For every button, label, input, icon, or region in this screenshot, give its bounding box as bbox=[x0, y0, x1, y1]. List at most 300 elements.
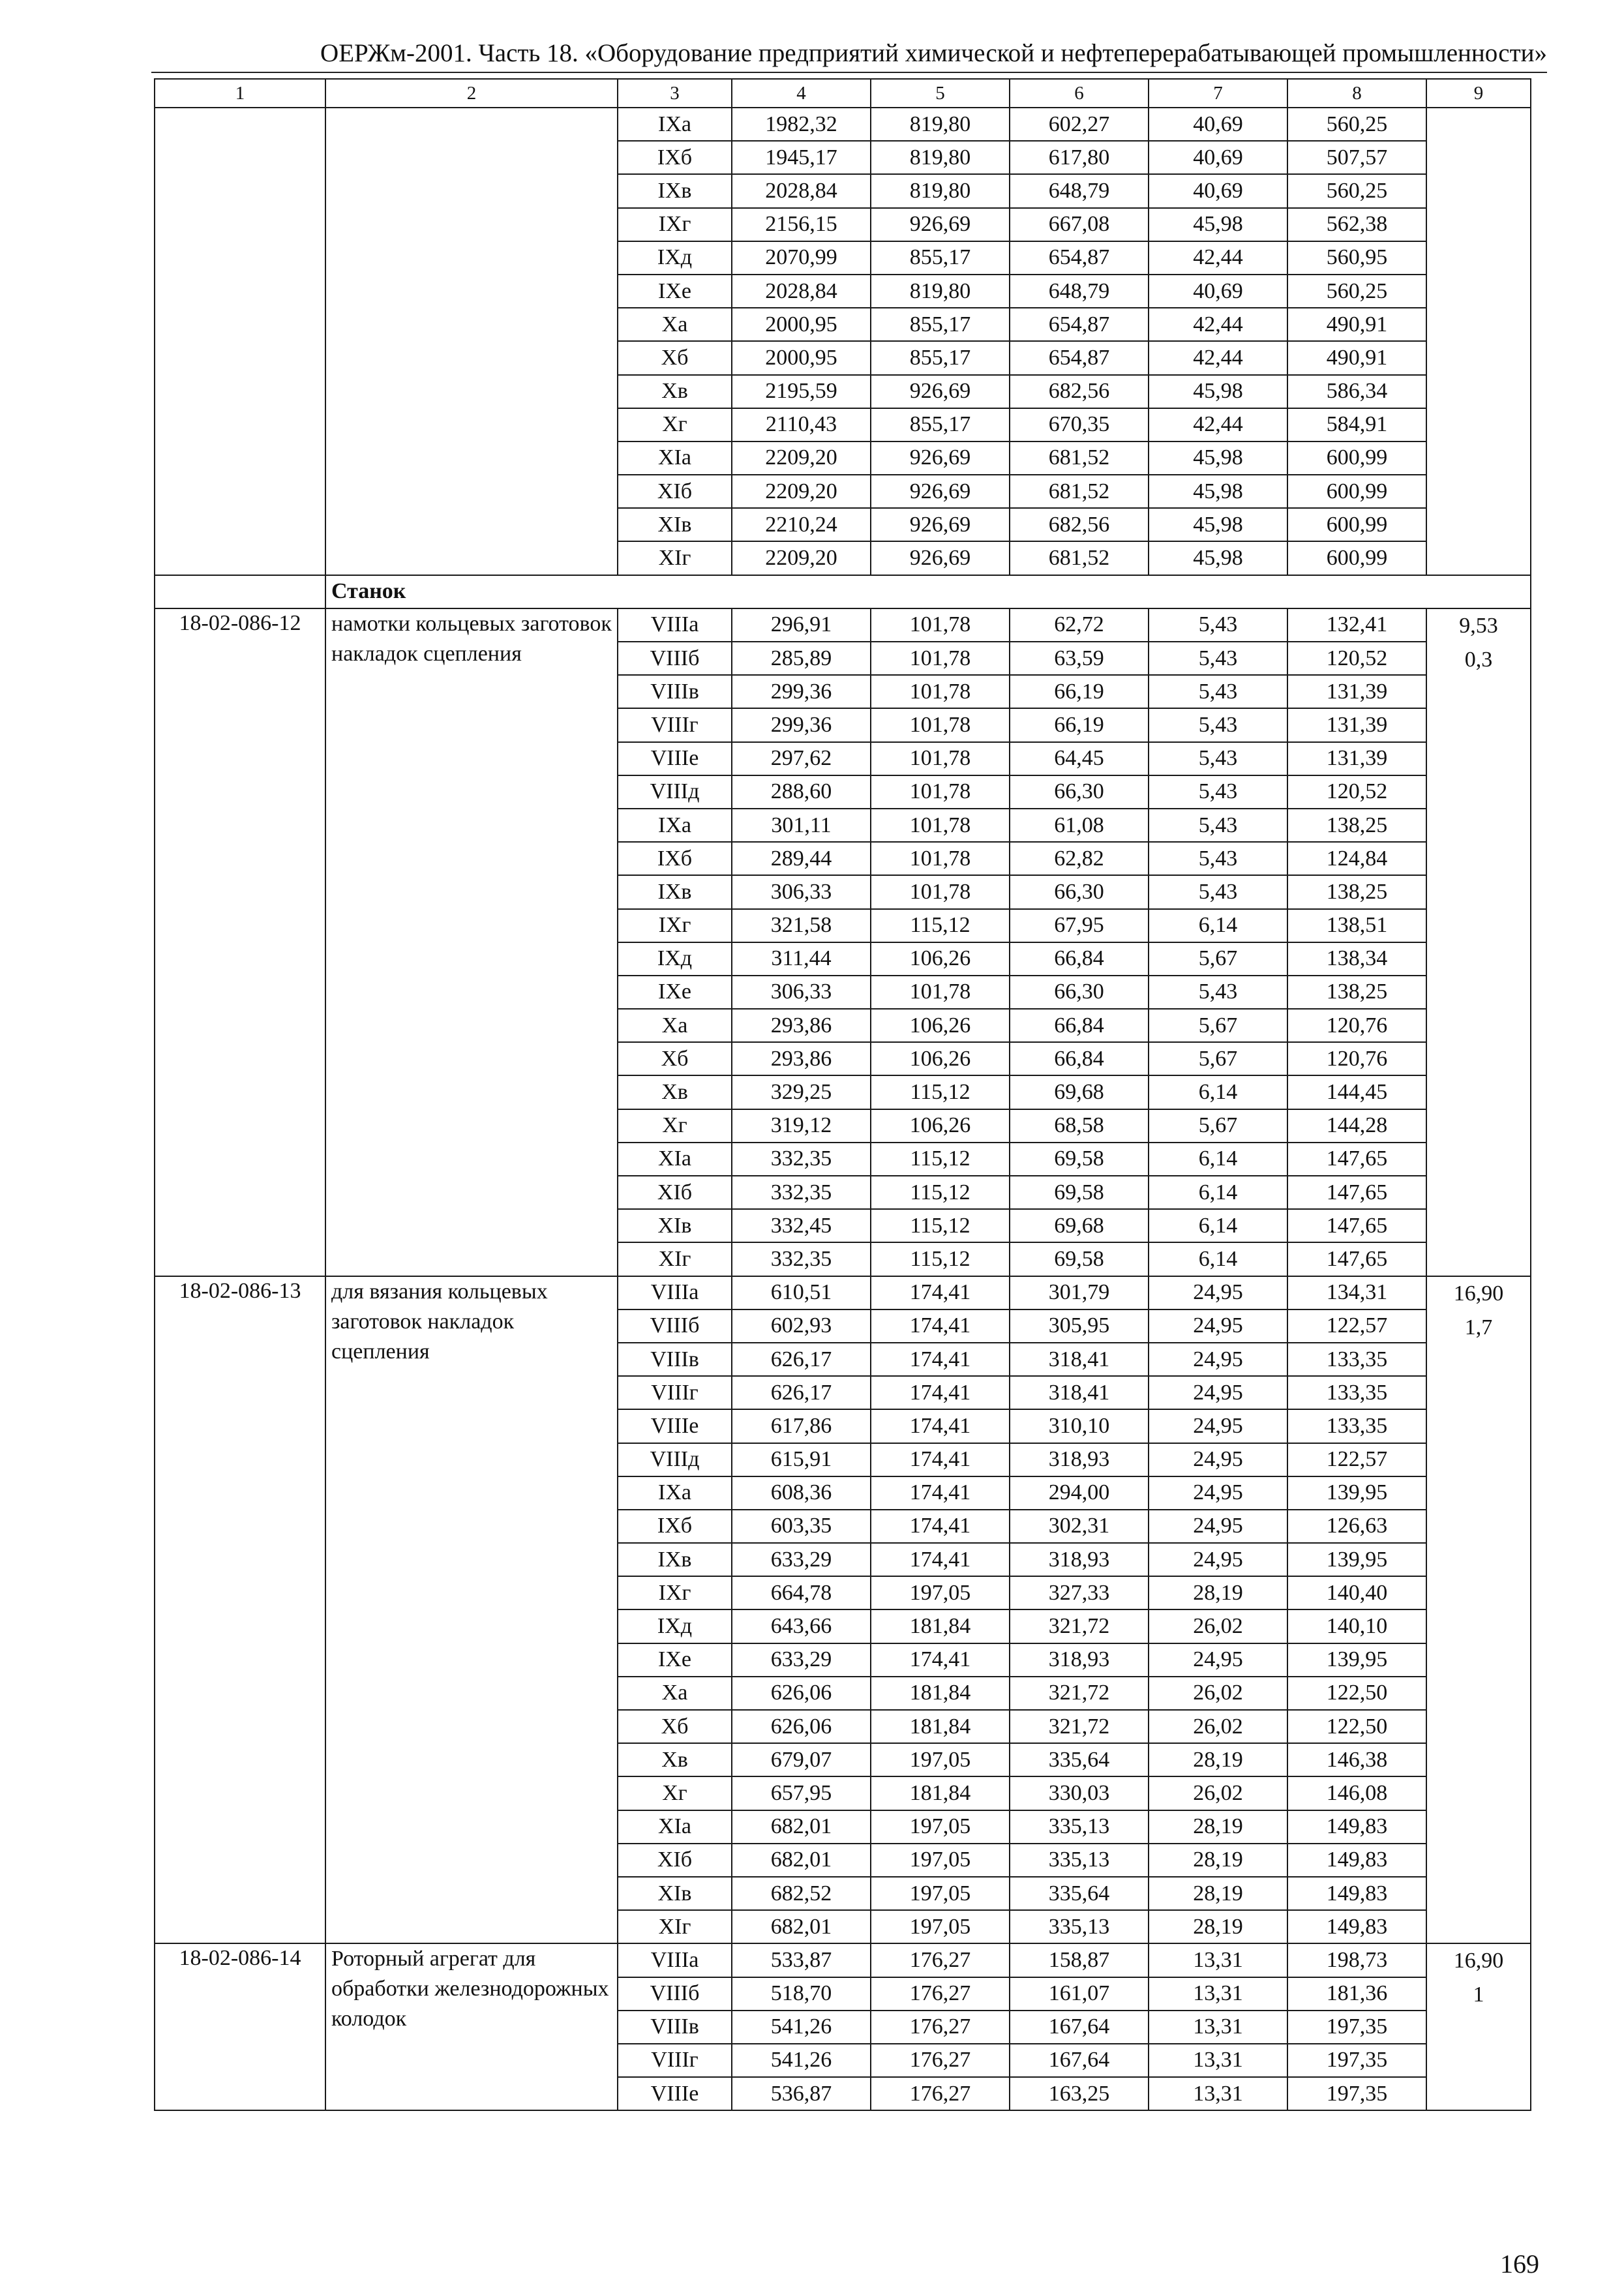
class-cell: Xг bbox=[618, 1109, 732, 1143]
class-cell: VIIIа bbox=[618, 608, 732, 642]
value-col8: 147,65 bbox=[1287, 1143, 1426, 1176]
item-code: 18-02-086-14 bbox=[155, 1943, 325, 2110]
value-col4: 664,78 bbox=[732, 1576, 871, 1609]
value-col4: 321,58 bbox=[732, 909, 871, 942]
value-col5: 174,41 bbox=[871, 1276, 1010, 1309]
value-col5: 197,05 bbox=[871, 1743, 1010, 1776]
value-col6: 66,19 bbox=[1010, 675, 1149, 708]
class-cell: Xа bbox=[618, 1677, 732, 1710]
item-extra bbox=[1426, 1276, 1531, 1944]
class-cell: XIг bbox=[618, 1910, 732, 1943]
value-col7: 45,98 bbox=[1149, 541, 1287, 575]
value-col7: 6,14 bbox=[1149, 1209, 1287, 1242]
value-col7: 5,67 bbox=[1149, 1009, 1287, 1042]
class-cell: VIIIд bbox=[618, 775, 732, 809]
value-col5: 176,27 bbox=[871, 1977, 1010, 2011]
value-col4: 617,86 bbox=[732, 1409, 871, 1443]
column-number: 8 bbox=[1287, 79, 1426, 108]
value-col7: 24,95 bbox=[1149, 1510, 1287, 1543]
item-code: 18-02-086-13 bbox=[155, 1276, 325, 1944]
value-col5: 176,27 bbox=[871, 1943, 1010, 1977]
value-col7: 24,95 bbox=[1149, 1543, 1287, 1576]
value-col6: 69,58 bbox=[1010, 1176, 1149, 1209]
value-col8: 197,35 bbox=[1287, 2077, 1426, 2110]
value-col7: 45,98 bbox=[1149, 508, 1287, 541]
value-col7: 45,98 bbox=[1149, 208, 1287, 241]
value-col4: 2000,95 bbox=[732, 341, 871, 374]
value-col6: 69,68 bbox=[1010, 1075, 1149, 1109]
value-col4: 285,89 bbox=[732, 642, 871, 675]
class-cell: IXг bbox=[618, 909, 732, 942]
value-col5: 181,84 bbox=[871, 1609, 1010, 1643]
value-col6: 66,30 bbox=[1010, 775, 1149, 809]
value-col8: 146,38 bbox=[1287, 1743, 1426, 1776]
value-col7: 28,19 bbox=[1149, 1810, 1287, 1844]
value-col7: 24,95 bbox=[1149, 1309, 1287, 1343]
value-col8: 181,36 bbox=[1287, 1977, 1426, 2011]
column-number: 1 bbox=[155, 79, 325, 108]
class-cell: VIIIг bbox=[618, 1376, 732, 1409]
value-col6: 158,87 bbox=[1010, 1943, 1149, 1977]
value-col4: 682,01 bbox=[732, 1810, 871, 1844]
value-col6: 61,08 bbox=[1010, 809, 1149, 842]
column-number: 7 bbox=[1149, 79, 1287, 108]
value-col5: 101,78 bbox=[871, 642, 1010, 675]
extra-value: 16,90 bbox=[1453, 1949, 1504, 1973]
value-col7: 13,31 bbox=[1149, 1977, 1287, 2011]
value-col6: 66,19 bbox=[1010, 708, 1149, 741]
value-col4: 633,29 bbox=[732, 1543, 871, 1576]
value-col5: 101,78 bbox=[871, 809, 1010, 842]
class-cell: IXв bbox=[618, 1543, 732, 1576]
value-col7: 5,67 bbox=[1149, 1042, 1287, 1075]
section-title: Станок bbox=[325, 575, 1531, 608]
value-col8: 149,83 bbox=[1287, 1877, 1426, 1910]
value-col8: 138,25 bbox=[1287, 976, 1426, 1009]
class-cell: VIIIг bbox=[618, 708, 732, 741]
value-col4: 332,35 bbox=[732, 1176, 871, 1209]
value-col4: 2209,20 bbox=[732, 541, 871, 575]
value-col8: 122,57 bbox=[1287, 1443, 1426, 1476]
value-col4: 682,01 bbox=[732, 1844, 871, 1877]
value-col7: 42,44 bbox=[1149, 408, 1287, 441]
value-col5: 926,69 bbox=[871, 375, 1010, 408]
value-col6: 67,95 bbox=[1010, 909, 1149, 942]
value-col5: 115,12 bbox=[871, 1176, 1010, 1209]
value-col6: 69,58 bbox=[1010, 1242, 1149, 1276]
value-col5: 174,41 bbox=[871, 1643, 1010, 1677]
value-col7: 28,19 bbox=[1149, 1910, 1287, 1943]
item-name: намотки кольцевых заготовок накладок сцепления bbox=[325, 608, 618, 1276]
value-col7: 40,69 bbox=[1149, 275, 1287, 308]
class-cell: Xб bbox=[618, 341, 732, 374]
value-col6: 667,08 bbox=[1010, 208, 1149, 241]
value-col8: 146,08 bbox=[1287, 1776, 1426, 1810]
class-cell: Xб bbox=[618, 1042, 732, 1075]
value-col7: 13,31 bbox=[1149, 2077, 1287, 2110]
value-col4: 2209,20 bbox=[732, 475, 871, 508]
extra-value: 0,3 bbox=[1464, 647, 1493, 672]
value-col8: 562,38 bbox=[1287, 208, 1426, 241]
value-col5: 115,12 bbox=[871, 1209, 1010, 1242]
value-col8: 122,57 bbox=[1287, 1309, 1426, 1343]
value-col5: 174,41 bbox=[871, 1409, 1010, 1443]
value-col4: 2156,15 bbox=[732, 208, 871, 241]
value-col8: 147,65 bbox=[1287, 1242, 1426, 1276]
value-col4: 297,62 bbox=[732, 742, 871, 775]
value-col4: 2028,84 bbox=[732, 275, 871, 308]
section-row bbox=[155, 575, 1531, 608]
value-col8: 131,39 bbox=[1287, 742, 1426, 775]
value-col7: 5,43 bbox=[1149, 675, 1287, 708]
value-col8: 197,35 bbox=[1287, 2044, 1426, 2077]
value-col6: 167,64 bbox=[1010, 2044, 1149, 2077]
value-col6: 310,10 bbox=[1010, 1409, 1149, 1443]
value-col8: 140,10 bbox=[1287, 1609, 1426, 1643]
class-cell: Xг bbox=[618, 408, 732, 441]
value-col8: 139,95 bbox=[1287, 1476, 1426, 1510]
value-col7: 24,95 bbox=[1149, 1643, 1287, 1677]
value-col5: 174,41 bbox=[871, 1343, 1010, 1376]
value-col5: 197,05 bbox=[871, 1910, 1010, 1943]
value-col4: 296,91 bbox=[732, 608, 871, 642]
value-col6: 305,95 bbox=[1010, 1309, 1149, 1343]
value-col4: 615,91 bbox=[732, 1443, 871, 1476]
value-col8: 132,41 bbox=[1287, 608, 1426, 642]
class-cell: Xа bbox=[618, 308, 732, 341]
value-col7: 42,44 bbox=[1149, 341, 1287, 374]
value-col6: 66,84 bbox=[1010, 1009, 1149, 1042]
class-cell: VIIIв bbox=[618, 2011, 732, 2044]
value-col5: 181,84 bbox=[871, 1710, 1010, 1743]
value-col6: 62,82 bbox=[1010, 842, 1149, 875]
column-number: 5 bbox=[871, 79, 1010, 108]
value-col4: 299,36 bbox=[732, 675, 871, 708]
class-cell: VIIIв bbox=[618, 1343, 732, 1376]
class-cell: XIв bbox=[618, 508, 732, 541]
value-col4: 536,87 bbox=[732, 2077, 871, 2110]
value-col4: 602,93 bbox=[732, 1309, 871, 1343]
value-col8: 138,34 bbox=[1287, 942, 1426, 976]
table-row bbox=[155, 608, 1531, 642]
value-col8: 600,99 bbox=[1287, 475, 1426, 508]
class-cell: IXе bbox=[618, 275, 732, 308]
value-col4: 541,26 bbox=[732, 2011, 871, 2044]
value-col4: 541,26 bbox=[732, 2044, 871, 2077]
value-col7: 26,02 bbox=[1149, 1776, 1287, 1810]
value-col6: 302,31 bbox=[1010, 1510, 1149, 1543]
value-col4: 626,17 bbox=[732, 1376, 871, 1409]
value-col6: 648,79 bbox=[1010, 275, 1149, 308]
value-col4: 311,44 bbox=[732, 942, 871, 976]
value-col5: 197,05 bbox=[871, 1877, 1010, 1910]
value-col5: 106,26 bbox=[871, 942, 1010, 976]
value-col5: 174,41 bbox=[871, 1443, 1010, 1476]
value-col5: 926,69 bbox=[871, 475, 1010, 508]
value-col4: 643,66 bbox=[732, 1609, 871, 1643]
value-col6: 163,25 bbox=[1010, 2077, 1149, 2110]
value-col8: 560,95 bbox=[1287, 241, 1426, 275]
extra-value: 1 bbox=[1473, 1982, 1484, 2007]
value-col7: 6,14 bbox=[1149, 1075, 1287, 1109]
value-col5: 101,78 bbox=[871, 608, 1010, 642]
value-col8: 560,25 bbox=[1287, 108, 1426, 141]
value-col7: 24,95 bbox=[1149, 1476, 1287, 1510]
value-col4: 306,33 bbox=[732, 875, 871, 908]
value-col8: 149,83 bbox=[1287, 1810, 1426, 1844]
class-cell: XIб bbox=[618, 1844, 732, 1877]
value-col8: 138,25 bbox=[1287, 875, 1426, 908]
column-number: 6 bbox=[1010, 79, 1149, 108]
value-col5: 106,26 bbox=[871, 1009, 1010, 1042]
value-col6: 69,68 bbox=[1010, 1209, 1149, 1242]
value-col4: 679,07 bbox=[732, 1743, 871, 1776]
value-col8: 131,39 bbox=[1287, 675, 1426, 708]
value-col6: 335,13 bbox=[1010, 1910, 1149, 1943]
page-header: ОЕРЖм-2001. Часть 18. «Оборудование предприятий химической и нефтеперерабатывающей промышленности» bbox=[320, 39, 1547, 67]
value-col6: 63,59 bbox=[1010, 642, 1149, 675]
value-col5: 181,84 bbox=[871, 1776, 1010, 1810]
value-col5: 926,69 bbox=[871, 508, 1010, 541]
class-cell: IXд bbox=[618, 1609, 732, 1643]
value-col5: 197,05 bbox=[871, 1810, 1010, 1844]
header-rule bbox=[151, 72, 1547, 73]
value-col7: 5,43 bbox=[1149, 976, 1287, 1009]
class-cell: VIIIе bbox=[618, 2077, 732, 2110]
value-col7: 5,43 bbox=[1149, 642, 1287, 675]
value-col7: 6,14 bbox=[1149, 1143, 1287, 1176]
value-col6: 617,80 bbox=[1010, 141, 1149, 174]
column-numbers-row bbox=[155, 79, 1531, 108]
value-col5: 819,80 bbox=[871, 275, 1010, 308]
extra-value: 1,7 bbox=[1464, 1315, 1493, 1339]
value-col6: 648,79 bbox=[1010, 174, 1149, 207]
value-col8: 120,76 bbox=[1287, 1009, 1426, 1042]
value-col4: 682,52 bbox=[732, 1877, 871, 1910]
class-cell: Xг bbox=[618, 1776, 732, 1810]
value-col8: 133,35 bbox=[1287, 1376, 1426, 1409]
value-col5: 174,41 bbox=[871, 1476, 1010, 1510]
value-col8: 149,83 bbox=[1287, 1910, 1426, 1943]
class-cell: VIIIа bbox=[618, 1276, 732, 1309]
value-col5: 819,80 bbox=[871, 141, 1010, 174]
value-col7: 28,19 bbox=[1149, 1576, 1287, 1609]
value-col6: 327,33 bbox=[1010, 1576, 1149, 1609]
value-col5: 174,41 bbox=[871, 1510, 1010, 1543]
class-cell: IXг bbox=[618, 1576, 732, 1609]
class-cell: VIIIе bbox=[618, 742, 732, 775]
value-col7: 42,44 bbox=[1149, 308, 1287, 341]
value-col7: 26,02 bbox=[1149, 1710, 1287, 1743]
value-col5: 174,41 bbox=[871, 1376, 1010, 1409]
value-col6: 64,45 bbox=[1010, 742, 1149, 775]
class-cell: XIг bbox=[618, 541, 732, 575]
value-col5: 176,27 bbox=[871, 2011, 1010, 2044]
value-col8: 490,91 bbox=[1287, 308, 1426, 341]
value-col5: 926,69 bbox=[871, 541, 1010, 575]
value-col6: 335,64 bbox=[1010, 1743, 1149, 1776]
value-col6: 161,07 bbox=[1010, 1977, 1149, 2011]
value-col6: 681,52 bbox=[1010, 541, 1149, 575]
value-col8: 147,65 bbox=[1287, 1176, 1426, 1209]
value-col7: 13,31 bbox=[1149, 1943, 1287, 1977]
value-col5: 106,26 bbox=[871, 1109, 1010, 1143]
value-col7: 6,14 bbox=[1149, 1242, 1287, 1276]
class-cell: IXб bbox=[618, 842, 732, 875]
value-col5: 855,17 bbox=[871, 341, 1010, 374]
value-col6: 330,03 bbox=[1010, 1776, 1149, 1810]
code-cell bbox=[155, 108, 325, 575]
value-col4: 319,12 bbox=[732, 1109, 871, 1143]
value-col7: 45,98 bbox=[1149, 475, 1287, 508]
value-col6: 62,72 bbox=[1010, 608, 1149, 642]
value-col4: 518,70 bbox=[732, 1977, 871, 2011]
value-col6: 602,27 bbox=[1010, 108, 1149, 141]
class-cell: IXг bbox=[618, 208, 732, 241]
class-cell: XIа bbox=[618, 441, 732, 475]
value-col7: 40,69 bbox=[1149, 141, 1287, 174]
value-col7: 13,31 bbox=[1149, 2011, 1287, 2044]
value-col5: 855,17 bbox=[871, 241, 1010, 275]
value-col4: 633,29 bbox=[732, 1643, 871, 1677]
value-col4: 626,06 bbox=[732, 1677, 871, 1710]
class-cell: IXе bbox=[618, 1643, 732, 1677]
value-col7: 40,69 bbox=[1149, 174, 1287, 207]
value-col5: 197,05 bbox=[871, 1844, 1010, 1877]
value-col4: 626,17 bbox=[732, 1343, 871, 1376]
table-row bbox=[155, 1276, 1531, 1309]
value-col6: 318,93 bbox=[1010, 1643, 1149, 1677]
class-cell: IXв bbox=[618, 875, 732, 908]
class-cell: Xв bbox=[618, 1743, 732, 1776]
value-col6: 167,64 bbox=[1010, 2011, 1149, 2044]
page-number: 169 bbox=[1500, 2249, 1539, 2279]
value-col5: 176,27 bbox=[871, 2077, 1010, 2110]
section-code-cell bbox=[155, 575, 325, 608]
value-col7: 28,19 bbox=[1149, 1743, 1287, 1776]
class-cell: XIб bbox=[618, 1176, 732, 1209]
value-col6: 321,72 bbox=[1010, 1677, 1149, 1710]
value-col6: 318,93 bbox=[1010, 1443, 1149, 1476]
class-cell: VIIIб bbox=[618, 642, 732, 675]
name-cell bbox=[325, 108, 618, 575]
value-col4: 306,33 bbox=[732, 976, 871, 1009]
value-col5: 101,78 bbox=[871, 976, 1010, 1009]
value-col6: 335,13 bbox=[1010, 1844, 1149, 1877]
value-col8: 600,99 bbox=[1287, 541, 1426, 575]
value-col4: 533,87 bbox=[732, 1943, 871, 1977]
value-col6: 66,84 bbox=[1010, 1042, 1149, 1075]
item-name: для вязания кольцевых заготовок накладок сцепления bbox=[325, 1276, 618, 1944]
value-col4: 332,45 bbox=[732, 1209, 871, 1242]
value-col4: 301,11 bbox=[732, 809, 871, 842]
table-row bbox=[155, 108, 1531, 141]
class-cell: XIб bbox=[618, 475, 732, 508]
column-number: 4 bbox=[732, 79, 871, 108]
value-col8: 600,99 bbox=[1287, 441, 1426, 475]
value-col8: 131,39 bbox=[1287, 708, 1426, 741]
value-col7: 40,69 bbox=[1149, 108, 1287, 141]
value-col5: 106,26 bbox=[871, 1042, 1010, 1075]
value-col4: 329,25 bbox=[732, 1075, 871, 1109]
value-col6: 654,87 bbox=[1010, 241, 1149, 275]
value-col5: 197,05 bbox=[871, 1576, 1010, 1609]
value-col8: 126,63 bbox=[1287, 1510, 1426, 1543]
class-cell: VIIIг bbox=[618, 2044, 732, 2077]
value-col5: 926,69 bbox=[871, 441, 1010, 475]
value-col4: 2209,20 bbox=[732, 441, 871, 475]
value-col4: 2028,84 bbox=[732, 174, 871, 207]
value-col5: 101,78 bbox=[871, 742, 1010, 775]
value-col7: 5,43 bbox=[1149, 608, 1287, 642]
value-col4: 299,36 bbox=[732, 708, 871, 741]
class-cell: XIа bbox=[618, 1810, 732, 1844]
value-col8: 507,57 bbox=[1287, 141, 1426, 174]
value-col7: 5,67 bbox=[1149, 942, 1287, 976]
value-col7: 5,43 bbox=[1149, 842, 1287, 875]
value-col7: 45,98 bbox=[1149, 375, 1287, 408]
class-cell: VIIIв bbox=[618, 675, 732, 708]
extra-cell bbox=[1426, 108, 1531, 575]
value-col6: 335,64 bbox=[1010, 1877, 1149, 1910]
value-col7: 28,19 bbox=[1149, 1877, 1287, 1910]
value-col7: 13,31 bbox=[1149, 2044, 1287, 2077]
value-col8: 124,84 bbox=[1287, 842, 1426, 875]
value-col4: 293,86 bbox=[732, 1042, 871, 1075]
value-col5: 115,12 bbox=[871, 1143, 1010, 1176]
value-col7: 6,14 bbox=[1149, 1176, 1287, 1209]
value-col8: 560,25 bbox=[1287, 174, 1426, 207]
value-col8: 120,52 bbox=[1287, 642, 1426, 675]
value-col5: 101,78 bbox=[871, 875, 1010, 908]
value-col8: 140,40 bbox=[1287, 1576, 1426, 1609]
class-cell: IXв bbox=[618, 174, 732, 207]
value-col7: 24,95 bbox=[1149, 1409, 1287, 1443]
value-col5: 101,78 bbox=[871, 675, 1010, 708]
column-number: 2 bbox=[325, 79, 618, 108]
value-col6: 66,30 bbox=[1010, 875, 1149, 908]
value-col5: 855,17 bbox=[871, 408, 1010, 441]
value-col6: 321,72 bbox=[1010, 1609, 1149, 1643]
class-cell: VIIIб bbox=[618, 1977, 732, 2011]
value-col7: 24,95 bbox=[1149, 1376, 1287, 1409]
value-col4: 289,44 bbox=[732, 842, 871, 875]
class-cell: VIIIд bbox=[618, 1443, 732, 1476]
value-col6: 66,84 bbox=[1010, 942, 1149, 976]
value-col7: 24,95 bbox=[1149, 1276, 1287, 1309]
value-col7: 5,43 bbox=[1149, 775, 1287, 809]
value-col7: 24,95 bbox=[1149, 1343, 1287, 1376]
column-number: 9 bbox=[1426, 79, 1531, 108]
value-col8: 600,99 bbox=[1287, 508, 1426, 541]
class-cell: XIв bbox=[618, 1209, 732, 1242]
class-cell: XIа bbox=[618, 1143, 732, 1176]
value-col7: 26,02 bbox=[1149, 1609, 1287, 1643]
value-col6: 681,52 bbox=[1010, 475, 1149, 508]
value-col8: 197,35 bbox=[1287, 2011, 1426, 2044]
class-cell: IXа bbox=[618, 108, 732, 141]
class-cell: IXб bbox=[618, 1510, 732, 1543]
value-col7: 42,44 bbox=[1149, 241, 1287, 275]
value-col4: 293,86 bbox=[732, 1009, 871, 1042]
class-cell: Xа bbox=[618, 1009, 732, 1042]
value-col5: 174,41 bbox=[871, 1543, 1010, 1576]
value-col5: 101,78 bbox=[871, 775, 1010, 809]
value-col7: 5,43 bbox=[1149, 809, 1287, 842]
item-name: Роторный агрегат для обработки железнодорожных колодок bbox=[325, 1943, 618, 2110]
value-col8: 147,65 bbox=[1287, 1209, 1426, 1242]
value-col7: 26,02 bbox=[1149, 1677, 1287, 1710]
